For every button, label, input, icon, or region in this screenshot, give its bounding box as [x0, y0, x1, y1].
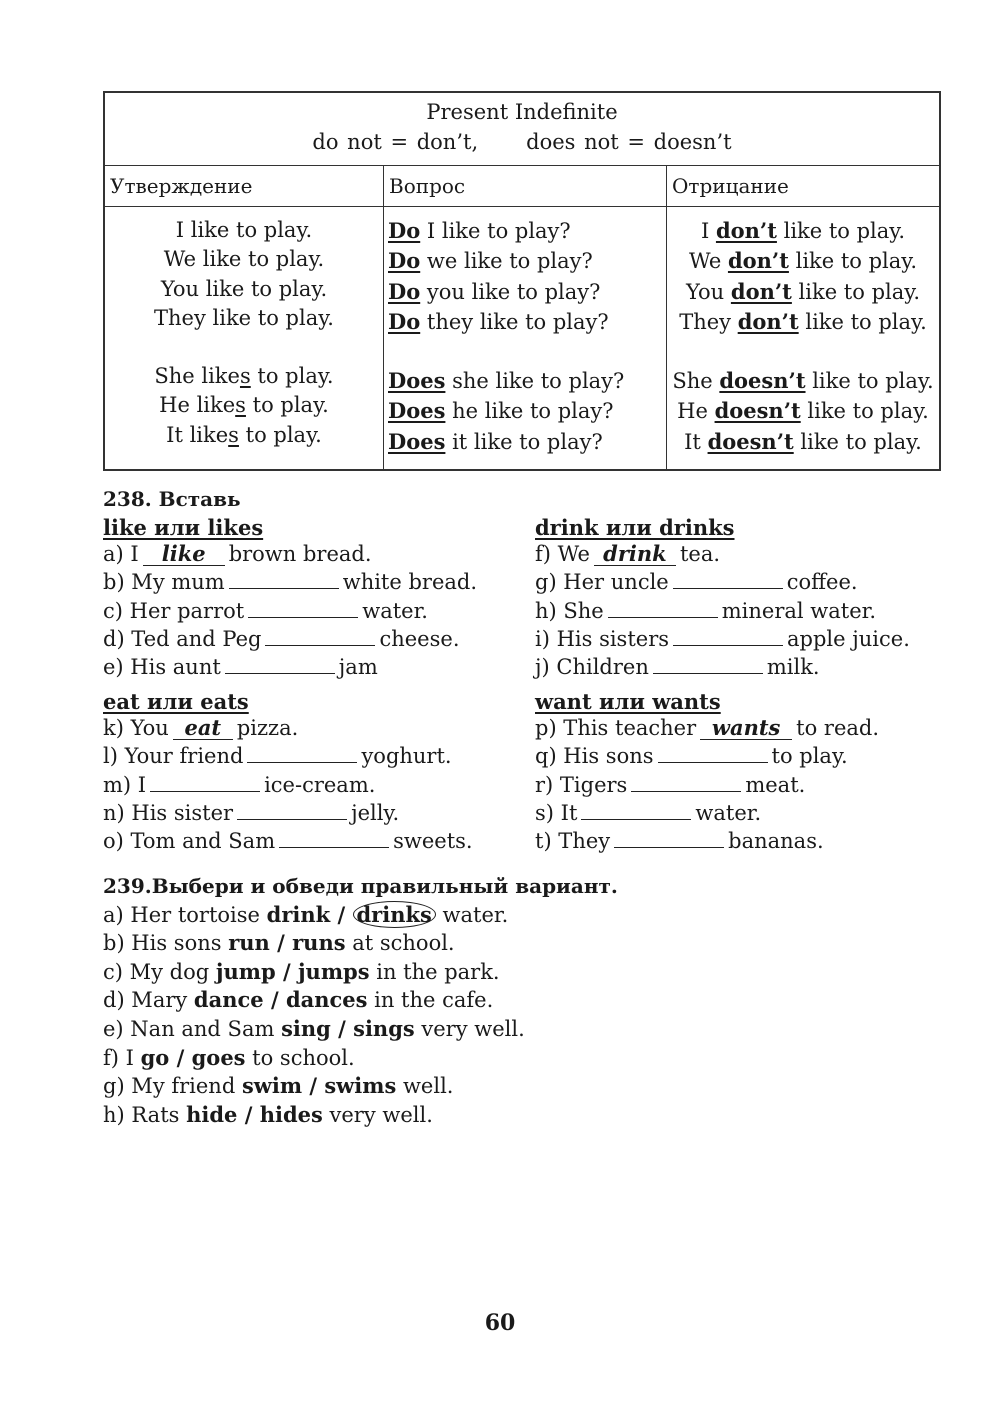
item-prefix: t) They	[535, 829, 611, 854]
sentence-part: It	[684, 429, 708, 454]
exercise-item	[103, 715, 473, 742]
item-suffix: to play.	[771, 744, 848, 769]
option-two[interactable]: sings	[353, 1015, 415, 1041]
answer-blank[interactable]	[279, 827, 389, 848]
negative-auxiliary: don’t	[737, 308, 799, 334]
answer-blank[interactable]	[653, 653, 763, 674]
option-separator: /	[330, 901, 353, 927]
group-heading: want или wants	[535, 689, 721, 714]
item-suffix: pizza.	[236, 716, 299, 741]
item-prefix: g) My friend	[103, 1074, 242, 1099]
option-separator: /	[302, 1073, 325, 1099]
item-prefix: c) My dog	[103, 959, 216, 984]
item-prefix: r) Tigers	[535, 772, 628, 797]
exercise-238-group	[103, 688, 473, 855]
sentence-part: like to play.	[805, 369, 934, 394]
affirmative-sentence	[105, 275, 383, 304]
choice-item	[103, 1072, 618, 1101]
sentence-part: She	[672, 369, 720, 394]
option-one[interactable]: go	[140, 1044, 170, 1070]
option-one[interactable]: run	[228, 930, 270, 956]
question-cell	[384, 207, 667, 471]
item-prefix: m) I	[103, 772, 147, 797]
sentence-part: you like to play?	[420, 279, 601, 304]
grammar-table-title: Present Indefinite	[426, 100, 618, 124]
choice-item	[103, 986, 618, 1015]
choice-item	[103, 958, 618, 987]
answer-blank[interactable]	[631, 771, 741, 792]
sentence-part: They	[679, 309, 738, 334]
item-prefix: p) This teacher	[535, 716, 697, 741]
contractions-line	[105, 127, 939, 157]
item-prefix: e) His aunt	[103, 655, 221, 680]
sentence-part: I	[700, 219, 716, 243]
sentence-part: She like	[154, 364, 240, 389]
item-prefix: b) My mum	[103, 570, 225, 595]
sentence-part: to play.	[245, 393, 329, 418]
item-suffix: ice-cream.	[264, 772, 376, 797]
item-prefix: g) Her uncle	[535, 570, 669, 595]
group-heading: drink или drinks	[535, 515, 735, 540]
answer-blank[interactable]	[225, 653, 335, 674]
exercise-item	[103, 799, 473, 827]
option-separator: /	[169, 1044, 192, 1070]
option-two[interactable]: drinks	[353, 901, 436, 928]
answer-blank[interactable]	[150, 771, 260, 792]
item-suffix: to read.	[796, 716, 880, 741]
negative-auxiliary: doesn’t	[719, 368, 806, 394]
sentence-part: We like to play.	[163, 247, 325, 272]
exercise-239	[103, 872, 618, 1129]
option-separator: /	[263, 987, 286, 1013]
negative-sentence	[667, 427, 939, 457]
auxiliary-verb: Does	[388, 428, 446, 454]
exercise-238-group	[103, 514, 477, 681]
answer-blank[interactable]	[237, 799, 347, 820]
exercise-239-title: 239.Выбери и обведи правильный вариант.	[103, 874, 618, 898]
exercise-item	[103, 653, 477, 681]
item-suffix: well.	[396, 1074, 454, 1099]
item-suffix: water.	[695, 800, 762, 825]
affirmative-sentence	[105, 304, 383, 333]
exercise-item	[535, 827, 879, 855]
filled-answer: wants	[700, 717, 792, 740]
answer-blank[interactable]	[247, 742, 357, 763]
option-one[interactable]: drink	[266, 901, 331, 927]
item-suffix: brown bread.	[228, 542, 372, 567]
item-suffix: yoghurt.	[361, 744, 452, 769]
option-two[interactable]: dances	[285, 987, 368, 1013]
sentence-part: we like to play?	[420, 249, 593, 274]
item-suffix: jelly.	[351, 800, 400, 825]
sentence-part: she like to play?	[445, 369, 625, 394]
option-one[interactable]: sing	[281, 1015, 331, 1041]
exercise-238-title: 238. Вставь	[103, 487, 241, 511]
item-prefix: a) I	[103, 542, 139, 567]
item-prefix: f) We	[535, 542, 590, 567]
ending-s: s	[228, 422, 239, 447]
item-suffix: coffee.	[786, 570, 858, 595]
exercise-item	[535, 742, 879, 770]
affirmative-cell	[104, 207, 384, 471]
sentence-part: he like to play?	[445, 399, 614, 424]
item-prefix: c) Her parrot	[103, 598, 245, 623]
column-header-question: Вопрос	[384, 166, 667, 207]
option-two[interactable]: runs	[292, 930, 346, 956]
item-suffix: water.	[435, 902, 509, 927]
item-prefix: d) Mary	[103, 988, 194, 1013]
choice-item	[103, 929, 618, 958]
option-two[interactable]: goes	[191, 1044, 246, 1070]
sentence-part: You like to play.	[160, 276, 328, 301]
exercise-item	[103, 771, 473, 799]
item-prefix: h) She	[535, 598, 604, 623]
item-prefix: o) Tom and Sam	[103, 829, 276, 854]
item-suffix: very well.	[414, 1016, 525, 1041]
exercise-238-group	[535, 688, 879, 855]
group-heading: like или likes	[103, 515, 264, 540]
item-suffix: tea.	[679, 542, 721, 567]
answer-blank[interactable]	[608, 597, 718, 618]
exercise-item	[535, 541, 910, 568]
affirmative-sentence	[105, 245, 383, 274]
answer-blank[interactable]	[658, 742, 768, 763]
sentence-part: like to play.	[800, 399, 929, 424]
choice-item	[103, 1044, 618, 1073]
choice-item	[103, 1101, 618, 1130]
page-number: 60	[484, 1310, 516, 1336]
sentence-part: You	[686, 279, 731, 304]
item-prefix: k) You	[103, 716, 169, 741]
exercise-item	[535, 597, 910, 625]
item-prefix: i) His sisters	[535, 626, 670, 651]
option-two[interactable]: jumps	[297, 958, 370, 984]
sentence-part: like to play.	[798, 309, 927, 334]
exercise-item	[535, 715, 879, 742]
answer-blank[interactable]	[614, 827, 724, 848]
column-header-affirmative: Утверждение	[104, 166, 384, 207]
question-sentence	[388, 366, 666, 396]
item-prefix: l) Your friend	[103, 744, 244, 769]
grammar-table-header	[104, 92, 940, 166]
answer-blank[interactable]	[229, 568, 339, 589]
exercise-item	[535, 625, 910, 653]
option-one[interactable]: hide	[186, 1101, 238, 1127]
item-suffix: in the park.	[369, 959, 500, 984]
filled-answer: like	[143, 543, 225, 566]
item-suffix: apple juice.	[787, 626, 910, 651]
auxiliary-verb: Does	[388, 398, 446, 424]
sentence-part: like to play.	[791, 279, 920, 304]
item-prefix: s) It	[535, 800, 578, 825]
sentence-part: He like	[159, 393, 236, 418]
option-separator: /	[330, 1015, 354, 1041]
question-sentence	[388, 246, 666, 276]
sentence-part: to play.	[238, 422, 322, 447]
exercise-item	[535, 799, 879, 827]
auxiliary-verb: Do	[388, 248, 421, 274]
choice-item	[103, 901, 618, 930]
item-prefix: e) Nan and Sam	[103, 1016, 282, 1041]
sentence-part: they like to play?	[420, 309, 609, 334]
group-heading: eat или eats	[103, 689, 249, 714]
item-prefix: n) His sister	[103, 800, 234, 825]
item-suffix: to school.	[245, 1045, 355, 1070]
exercise-item	[535, 771, 879, 799]
affirmative-sentence	[105, 421, 383, 450]
exercise-item	[103, 568, 477, 596]
ending-s: s	[235, 393, 246, 418]
auxiliary-verb: Do	[388, 278, 421, 304]
negative-auxiliary: don’t	[727, 248, 789, 274]
item-suffix: in the cafe.	[367, 988, 494, 1013]
item-prefix: h) Rats	[103, 1102, 187, 1127]
affirmative-sentence	[105, 362, 383, 391]
answer-blank[interactable]	[265, 625, 375, 646]
grammar-table	[103, 91, 941, 471]
negative-auxiliary: doesn’t	[714, 398, 801, 424]
item-suffix: bananas.	[728, 829, 824, 854]
item-suffix: mineral water.	[721, 598, 877, 623]
question-sentence	[388, 216, 666, 246]
exercise-item	[535, 568, 910, 596]
negative-sentence	[667, 216, 939, 246]
item-prefix: q) His sons	[535, 744, 654, 769]
answer-blank[interactable]	[673, 568, 783, 589]
exercise-item	[103, 742, 473, 770]
negative-sentence	[667, 246, 939, 276]
negative-sentence	[667, 277, 939, 307]
option-one[interactable]: jump	[215, 958, 276, 984]
auxiliary-verb: Do	[388, 218, 421, 243]
option-one[interactable]: dance	[193, 987, 264, 1013]
item-suffix: meat.	[745, 772, 806, 797]
item-suffix: at school.	[345, 931, 455, 956]
exercise-item	[535, 653, 910, 681]
item-prefix: b) His sons	[103, 931, 229, 956]
exercise-item	[103, 597, 477, 625]
item-suffix: cheese.	[379, 626, 460, 651]
item-prefix: j) Children	[535, 655, 649, 680]
sentence-part: like to play.	[776, 219, 906, 243]
sentence-part: It like	[166, 422, 229, 447]
option-one[interactable]: swim	[241, 1073, 303, 1099]
item-suffix: milk.	[766, 655, 820, 680]
negative-auxiliary: don’t	[730, 278, 792, 304]
ending-s: s	[239, 364, 251, 389]
column-header-negative: Отрицание	[667, 166, 941, 207]
question-sentence	[388, 396, 666, 426]
filled-answer: drink	[594, 543, 676, 566]
option-two[interactable]: swims	[324, 1073, 397, 1099]
question-sentence	[388, 277, 666, 307]
sentence-part: like to play.	[793, 429, 922, 454]
sentence-part: We	[688, 249, 728, 274]
sentence-part: it like to play?	[445, 429, 603, 454]
sentence-part: I like to play.	[175, 218, 313, 242]
negative-sentence	[667, 396, 939, 426]
exercise-item	[103, 827, 473, 855]
exercise-item	[103, 625, 477, 653]
option-separator: /	[275, 958, 298, 984]
sentence-part: He	[677, 399, 715, 424]
option-separator: /	[237, 1101, 260, 1127]
auxiliary-verb: Does	[388, 368, 446, 394]
item-suffix: white bread.	[342, 570, 478, 595]
answer-blank[interactable]	[673, 625, 783, 646]
choice-item	[103, 1015, 618, 1044]
item-suffix: water.	[362, 598, 428, 623]
sentence-part: to play.	[250, 364, 334, 389]
sentence-part: I like to play?	[420, 219, 571, 243]
negative-cell	[667, 207, 941, 471]
filled-answer: eat	[173, 717, 233, 740]
affirmative-sentence	[105, 216, 383, 245]
sentence-part: They like to play.	[154, 305, 334, 330]
answer-blank[interactable]	[248, 597, 358, 618]
question-sentence	[388, 307, 666, 337]
answer-blank[interactable]	[581, 799, 691, 820]
contraction-do-not: do not = don’t,	[312, 130, 479, 154]
option-separator: /	[269, 930, 293, 956]
exercise-238-group	[535, 514, 910, 681]
item-prefix: a) Her tortoise	[103, 902, 267, 927]
auxiliary-verb: Do	[388, 308, 421, 334]
negative-sentence	[667, 366, 939, 396]
negative-auxiliary: don’t	[715, 218, 777, 243]
item-suffix: jam	[338, 655, 378, 680]
negative-sentence	[667, 307, 939, 337]
option-two[interactable]: hides	[259, 1101, 323, 1127]
contraction-does-not: does not = doesn’t	[526, 130, 732, 154]
item-suffix: very well.	[322, 1102, 433, 1127]
exercise-item	[103, 541, 477, 568]
item-prefix: d) Ted and Peg	[103, 626, 262, 651]
question-sentence	[388, 427, 666, 457]
item-suffix: sweets.	[393, 829, 473, 854]
item-prefix: f) I	[103, 1045, 141, 1070]
affirmative-sentence	[105, 391, 383, 420]
negative-auxiliary: doesn’t	[707, 428, 794, 454]
sentence-part: like to play.	[788, 249, 918, 274]
